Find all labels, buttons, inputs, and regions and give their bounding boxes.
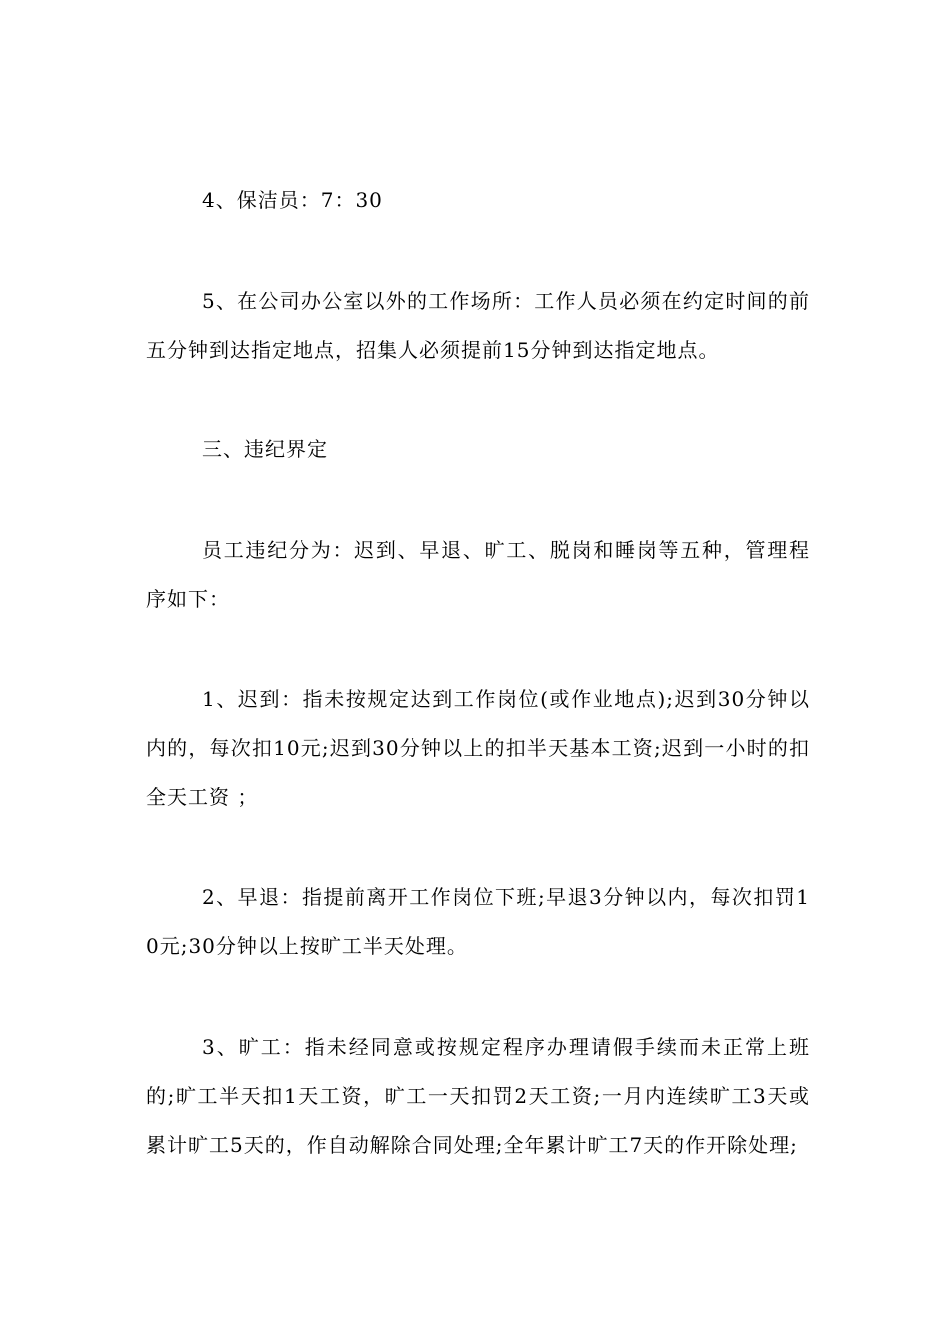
- paragraph-absenteeism: 3、旷工：指未经同意或按规定程序办理请假手续而未正常上班的;旷工半天扣1天工资，旷工一天扣罚2天工资;一月内连续旷工3天或累计旷工5天的，作自动解除合同处理;全年累计旷工7天的作开除处理;: [146, 1035, 810, 1157]
- paragraph-late-arrival: 1、迟到：指未按规定达到工作岗位(或作业地点);迟到30分钟以内的，每次扣10元;迟到30分钟以上的扣半天基本工资;迟到一小时的扣全天工资 ；: [146, 687, 810, 809]
- paragraph-early-leave: 2、早退：指提前离开工作岗位下班;早退3分钟以内，每次扣罚10元;30分钟以上按旷工半天处理。: [146, 885, 810, 958]
- section-heading-discipline: 三、违纪界定: [202, 437, 328, 461]
- paragraph-offsite-arrival: 5、在公司办公室以外的工作场所：工作人员必须在约定时间的前五分钟到达指定地点，招集人必须提前15分钟到达指定地点。: [146, 289, 810, 362]
- paragraph-violation-types: 员工违纪分为：迟到、早退、旷工、脱岗和睡岗等五种，管理程序如下：: [146, 538, 810, 611]
- paragraph-cleaner-time: 4、保洁员：7：30: [202, 188, 383, 212]
